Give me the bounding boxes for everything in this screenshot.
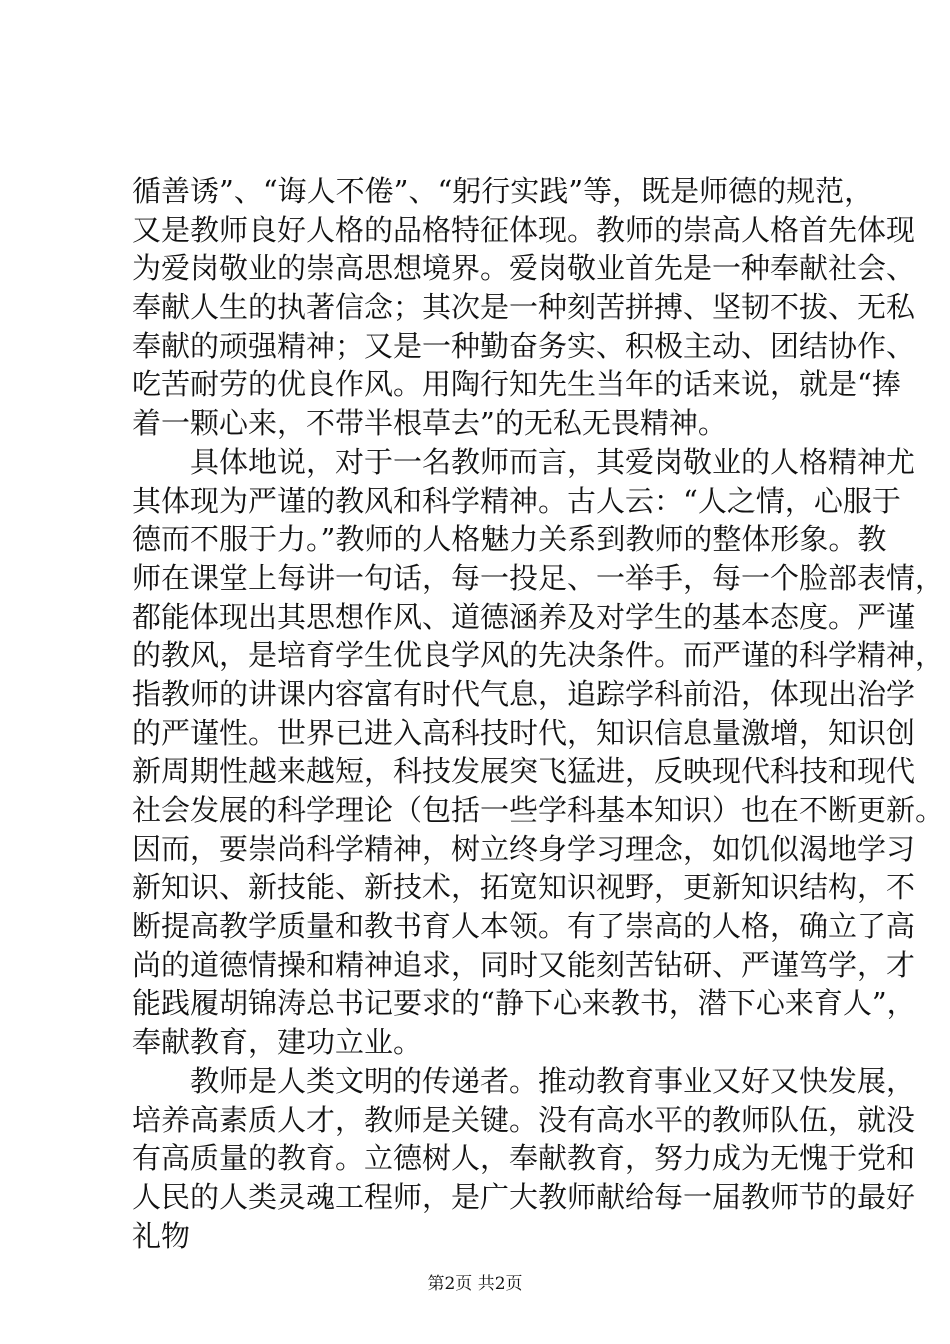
text-line: 吃苦耐劳的优良作风。用陶行知先生当年的话来说，就是“捧 <box>132 367 901 402</box>
text-line: 德而不服于力。”教师的人格魅力关系到教师的整体形象。教 <box>132 522 887 557</box>
document-body <box>132 172 945 1255</box>
text-line: 新知识、新技能、新技术，拓宽知识视野，更新知识结构，不 <box>132 870 916 905</box>
text-line: 循善诱”、“诲人不倦”、“躬行实践”等，既是师德的规范， <box>132 174 874 208</box>
text-line: 的严谨性。世界已进入高科技时代，知识信息量激增，知识创 <box>132 715 916 750</box>
text-line: 能践履胡锦涛总书记要求的“静下心来教书，潜下心来育人”， <box>132 986 916 1021</box>
text-line: 因而，要崇尚科学精神，树立终身学习理念，如饥似渴地学习 <box>132 831 916 866</box>
paragraph <box>132 172 916 443</box>
text-line: 奉献教育，建功立业。 <box>132 1025 423 1060</box>
text-line: 都能体现出其思想作风、道德涵养及对学生的基本态度。严谨 <box>132 599 916 634</box>
text-line: 又是教师良好人格的品格特征体现。教师的崇高人格首先体现 <box>132 212 916 247</box>
page-number-label: 第2页 共2页 <box>427 1274 523 1294</box>
page-footer <box>0 1273 950 1295</box>
text-line: 人民的人类灵魂工程师，是广大教师献给每一届教师节的最好 <box>132 1179 916 1214</box>
text-line: 为爱岗敬业的崇高思想境界。爱岗敬业首先是一种奉献社会、 <box>132 251 916 286</box>
text-line: 其体现为严谨的教风和科学精神。古人云：“人之情，心服于 <box>132 483 901 518</box>
text-line: 尚的道德情操和精神追求，同时又能刻苦钻研、严谨笃学，才 <box>132 947 916 982</box>
text-line: 奉献人生的执著信念；其次是一种刻苦拼搏、坚韧不拔、无私 <box>132 290 916 325</box>
text-line: 的教风，是培育学生优良学风的先决条件。而严谨的科学精神， <box>132 638 945 673</box>
text-line: 奉献的顽强精神；又是一种勤奋务实、积极主动、团结协作、 <box>132 328 916 363</box>
paragraph <box>132 443 945 1062</box>
text-line: 培养高素质人才，教师是关键。没有高水平的教师队伍，就没 <box>132 1102 916 1137</box>
text-line: 指教师的讲课内容富有时代气息，追踪学科前沿，体现出治学 <box>132 676 916 711</box>
text-line: 具体地说，对于一名教师而言，其爱岗敬业的人格精神尤 <box>190 444 916 479</box>
text-line: 师在课堂上每讲一句话，每一投足、一举手，每一个脸部表情， <box>132 560 945 595</box>
text-line: 新周期性越来越短，科技发展突飞猛进，反映现代科技和现代 <box>132 754 916 789</box>
paragraph <box>132 1062 916 1255</box>
text-line: 教师是人类文明的传递者。推动教育事业又好又快发展， <box>190 1063 916 1098</box>
text-line: 断提高教学质量和教书育人本领。有了崇高的人格，确立了高 <box>132 909 916 944</box>
text-line: 礼物 <box>132 1218 191 1253</box>
text-line: 有高质量的教育。立德树人，奉献教育，努力成为无愧于党和 <box>132 1141 916 1176</box>
text-line: 着一颗心来，不带半根草去”的无私无畏精神。 <box>132 406 727 441</box>
text-line: 社会发展的科学理论（包括一些学科基本知识）也在不断更新。 <box>132 793 945 827</box>
